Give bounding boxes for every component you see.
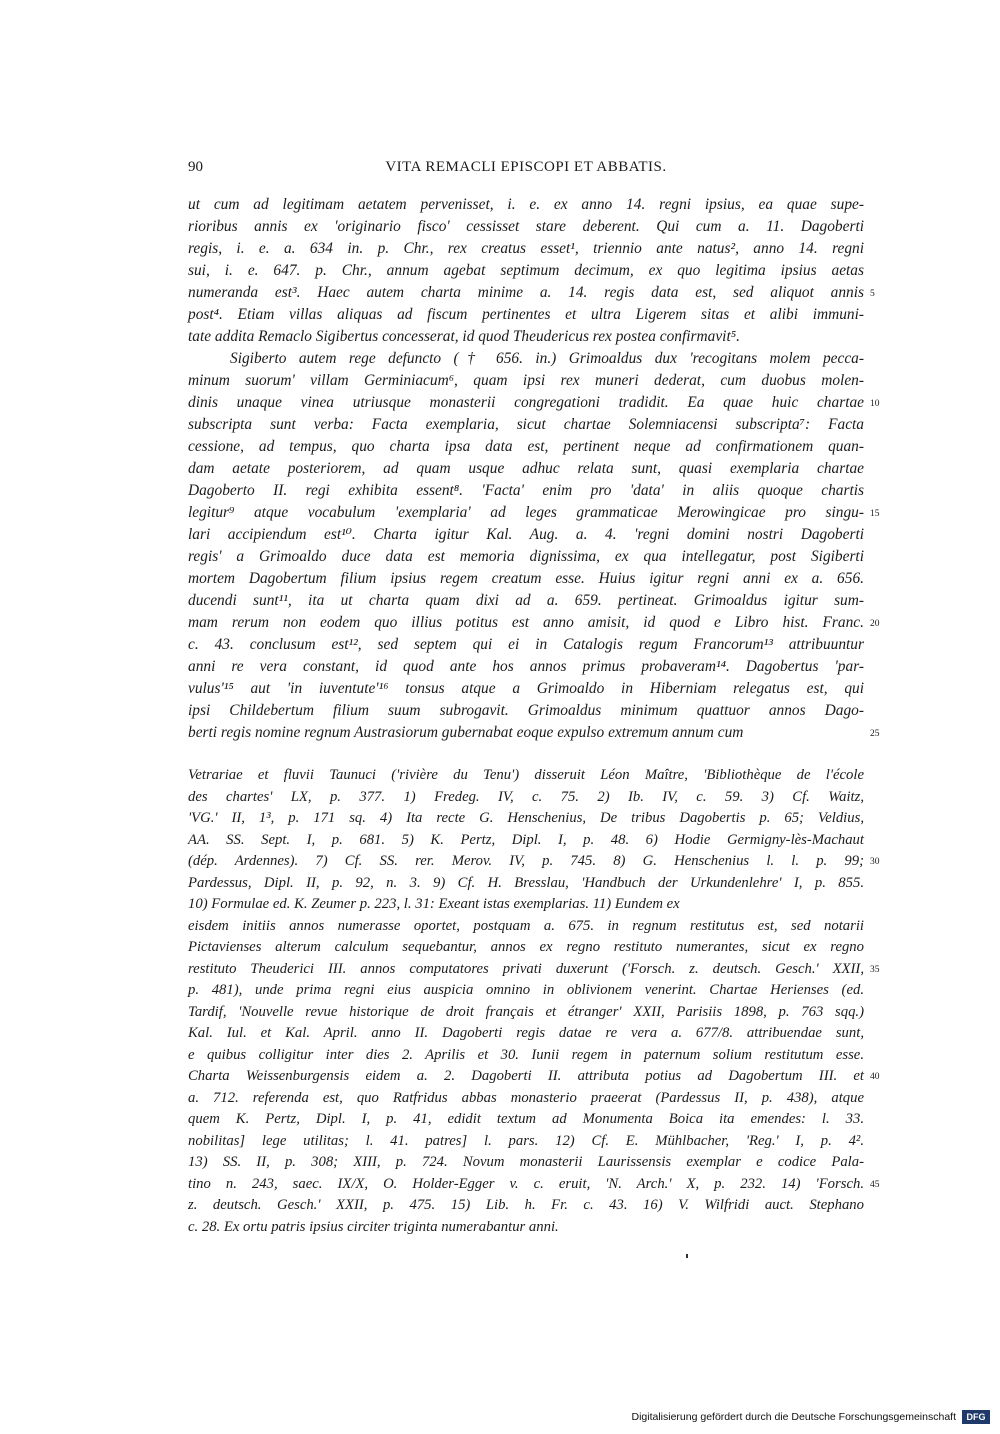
- line-text: tate addita Remaclo Sigibertus concesserat, id quod Theudericus rex postea confirmavit⁵.: [188, 328, 740, 345]
- running-title: VITA REMACLI EPISCOPI ET ABBATIS.: [385, 159, 667, 175]
- line-text: c. 28. Ex ortu patris ipsius circiter triginta numerabantur anni.: [188, 1218, 559, 1235]
- line-number: 45: [870, 1179, 880, 1190]
- line-number: 40: [870, 1072, 880, 1082]
- line-text: subscripta sunt verba: Facta exemplaria, sicut chartae Solemniacensi subscripta⁷: Facta: [188, 416, 864, 433]
- text-line: [188, 282, 875, 304]
- line-text: quem K. Pertz, Dipl. I, p. 41, edidit textum ad Monumenta Boica ita emendes: l. 33.: [188, 1111, 864, 1127]
- line-text: regis, i. e. a. 634 in. p. Chr., rex creatus esset¹, triennio ante natus², anno 14. regni: [188, 240, 864, 257]
- text-line: [188, 1088, 864, 1110]
- line-text: z. deutsch. Gesch.' XXII, p. 475. 15) Lib. h. Fr. c. 43. 16) V. Wilfridi auct. Stephano: [188, 1197, 864, 1213]
- text-line: [188, 326, 864, 348]
- line-text: Charta Weissenburgensis eidem a. 2. Dagoberti II. attributa potius ad Dagobertum III. et: [188, 1068, 864, 1084]
- line-text: eisdem initiis annos numerasse oportet, postquam a. 675. in regnum restitutus est, sed notarii: [188, 917, 864, 934]
- text-line: [188, 1152, 864, 1174]
- line-text: Pardessus, Dipl. II, p. 92, n. 3. 9) Cf. H. Bresslau, 'Handbuch der Urkundenlehre' I, p. 855.: [188, 874, 864, 891]
- line-text: 13) SS. II, p. 308; XIII, p. 724. Novum monasterii Laurissensis exemplar e codice Pala-: [188, 1154, 864, 1170]
- page-number: 90: [188, 159, 203, 175]
- line-text: c. 43. conclusum est¹², sed septem qui ei in Catalogis regum Francorum¹³ attribuuntur: [188, 636, 864, 653]
- line-text: 10) Formulae ed. K. Zeumer p. 223, l. 31: Exeant istas exemplarias. 11) Eundem ex: [188, 896, 680, 912]
- text-line: [188, 436, 864, 458]
- text-line: [188, 980, 864, 1002]
- text-line: [188, 348, 864, 370]
- text-line: [188, 216, 864, 238]
- line-text: 'VG.' II, 1³, p. 171 sq. 4) Ita recte G. Henschenius, De tribus Dagobertis p. 65; Veldius,: [188, 810, 864, 826]
- line-number: 35: [870, 964, 880, 975]
- text-line: [188, 238, 864, 260]
- footnotes: [188, 765, 880, 1238]
- line-text: lari accipiendum est¹⁰. Charta igitur Kal. Aug. a. 4. 'regni domini nostri Dagoberti: [188, 526, 864, 543]
- text-line: [188, 1109, 864, 1131]
- text-line: [188, 1217, 864, 1239]
- line-number: 10: [870, 399, 880, 409]
- text-line: [188, 524, 864, 546]
- text-line: [188, 1195, 864, 1217]
- text-line: [188, 634, 864, 656]
- line-text: AA. SS. Sept. I, p. 681. 5) K. Pertz, Dipl. I, p. 48. 6) Hodie Germigny-lès-Machaut: [188, 831, 864, 848]
- line-text: e quibus colligitur inter dies 2. Aprilis et 30. Iunii regem in paternum solium restitutum esse.: [188, 1046, 864, 1063]
- line-text: vulus'¹⁵ aut 'in iuventute'¹⁶ tonsus atque a Grimoaldo in Hiberniam relegatus est, qui: [188, 680, 864, 697]
- text-line: [188, 480, 864, 502]
- line-text: cessione, ad tempus, quo charta ipsa data est, pertinent neque ad confirmationem quan-: [188, 438, 864, 455]
- text-line: [188, 700, 864, 722]
- digitization-note: Digitalisierung gefördert durch die Deutsche Forschungsgemeinschaft: [631, 1411, 956, 1423]
- line-text: a. 712. referenda est, quo Ratfridus abbas monasterio praeerat (Pardessus II, p. 438), atque: [188, 1089, 864, 1106]
- text-line: [188, 392, 880, 414]
- line-text: rioribus annis ex 'originario fisco' cessisset stare deberent. Qui cum a. 11. Dagoberti: [188, 218, 864, 235]
- text-line: [188, 808, 864, 830]
- line-text: post⁴. Etiam villas aliquas ad fiscum pertinentes et ultra Ligerem sitas et alibi immuni-: [188, 306, 864, 323]
- line-number: 25: [870, 729, 880, 739]
- line-text: mam rerum non eodem quo illius potitus est anno amisit, id quod e Libro hist. Franc.: [188, 614, 864, 631]
- text-line: [188, 1045, 864, 1067]
- line-text: Tardif, 'Nouvelle revue historique de droit français et étranger' XXII, Parisiis 1898, p. 763 sqq.): [188, 1003, 864, 1020]
- text-line: [188, 414, 864, 436]
- text-line: [188, 787, 864, 809]
- line-text: nobilitas] lege utilitas; l. 41. patres] l. pars. 12) Cf. E. Mühlbacher, 'Reg.' I, p. 4².: [188, 1132, 864, 1149]
- line-text: ut cum ad legitimam aetatem pervenisset, i. e. ex anno 14. regni ipsius, ea quae supe-: [188, 196, 864, 213]
- line-text: ipsi Childebertum filium suum subrogavit. Grimoaldus minimum quattuor annos Dago-: [188, 702, 864, 719]
- line-text: des chartes' LX, p. 377. 1) Fredeg. IV, c. 75. 2) Ib. IV, c. 59. 3) Cf. Waitz,: [188, 788, 864, 805]
- text-line: [188, 916, 864, 938]
- line-text: restituto Theuderici III. annos computatores privati duxerunt ('Forsch. z. deutsch. Gesch.' XXII,: [188, 960, 864, 977]
- line-text: Dagoberto II. regi exhibita essent⁸. 'Facta' enim pro 'data' in aliis quoque chartis: [188, 482, 864, 499]
- line-text: Sigiberto autem rege defuncto († 656. in.) Grimoaldus dux 'recogitans molem pecca-: [230, 350, 864, 367]
- text-line: [188, 894, 864, 916]
- line-text: anni re vera constant, id quod ante hos annos primus probaveram¹⁴. Dagobertus 'par-: [188, 658, 864, 675]
- line-text: Kal. Iul. et Kal. April. anno II. Dagoberti regis datae re vera a. 677/8. attribuendae sunt,: [188, 1025, 864, 1041]
- line-text: regis' a Grimoaldo duce data est memoria dignissima, ex qua intellegatur, post Sigiberti: [188, 548, 864, 565]
- text-line: [188, 851, 880, 873]
- text-line: [188, 1066, 880, 1088]
- text-line: [188, 873, 864, 895]
- dfg-logo-icon: DFG: [962, 1410, 990, 1424]
- text-line: [188, 656, 864, 678]
- line-text: mortem Dagobertum filium ipsius regem creatum esse. Huius igitur regni anni ex a. 656.: [188, 570, 864, 587]
- text-line: [188, 502, 880, 524]
- line-number: 5: [870, 289, 875, 299]
- text-line: [188, 722, 880, 744]
- line-text: numeranda est³. Haec autem charta minime a. 14. regis data est, sed aliquot annis: [188, 284, 864, 301]
- line-text: tino n. 243, saec. IX/X, O. Holder-Egger v. c. eruit, 'N. Arch.' X, p. 232. 14) 'Forsch.: [188, 1175, 864, 1192]
- line-text: Pictavienses alterum calculum sequebantur, annos ex regno restituto numerantes, sicut ex regno: [188, 939, 864, 955]
- line-text: legitur⁹ atque vocabulum 'exemplaria' ad leges grammaticae Merowingicae pro singu-: [188, 504, 864, 521]
- text-line: [188, 830, 864, 852]
- text-line: [188, 370, 864, 392]
- line-text: p. 481), unde prima regni eius auspicia omnino in oblivionem venerint. Chartae Herienses (ed.: [188, 982, 864, 998]
- page-header: [188, 156, 864, 178]
- text-line: [188, 612, 880, 634]
- stray-mark: [686, 1254, 688, 1258]
- text-line: [188, 959, 880, 981]
- text-line: [188, 765, 864, 787]
- text-line: [188, 937, 864, 959]
- line-number: 20: [870, 619, 880, 629]
- main-text: [188, 194, 880, 744]
- line-text: Vetrariae et fluvii Taunuci ('rivière du Tenu') disseruit Léon Maître, 'Bibliothèque de l'école: [188, 767, 864, 783]
- text-line: [188, 458, 864, 480]
- line-text: sui, i. e. 647. p. Chr., annum agebat septimum decimum, ex quo legitima ipsius aetas: [188, 262, 864, 279]
- text-line: [188, 1023, 864, 1045]
- line-text: berti regis nomine regnum Austrasiorum gubernabat eoque expulso extremum annum cum: [188, 724, 744, 741]
- line-number: 15: [870, 509, 880, 519]
- text-line: [188, 1174, 880, 1196]
- text-line: [188, 546, 864, 568]
- text-line: [188, 678, 864, 700]
- text-line: [188, 1131, 864, 1153]
- line-text: dinis unaque vinea utriusque monasterii congregationi tradidit. Ea quae huic chartae: [188, 394, 864, 411]
- line-text: dam aetate posteriorem, ad quam usque adhuc relata sunt, quasi exemplaria chartae: [188, 460, 864, 477]
- text-line: [188, 568, 864, 590]
- text-line: [188, 590, 864, 612]
- line-text: (dép. Ardennes). 7) Cf. SS. rer. Merov. IV, p. 745. 8) G. Henschenius l. l. p. 99;: [188, 853, 864, 869]
- line-text: ducendi sunt¹¹, ita ut charta quam dixi ad a. 659. pertineat. Grimoaldus igitur sum-: [188, 592, 864, 609]
- text-line: [188, 194, 864, 216]
- text-line: [188, 304, 864, 326]
- text-line: [188, 260, 864, 282]
- text-line: [188, 1002, 864, 1024]
- line-text: minum suorum' villam Germiniacum⁶, quam ipsi rex muneri dederat, cum duobus molen-: [188, 372, 864, 389]
- line-number: 30: [870, 857, 880, 867]
